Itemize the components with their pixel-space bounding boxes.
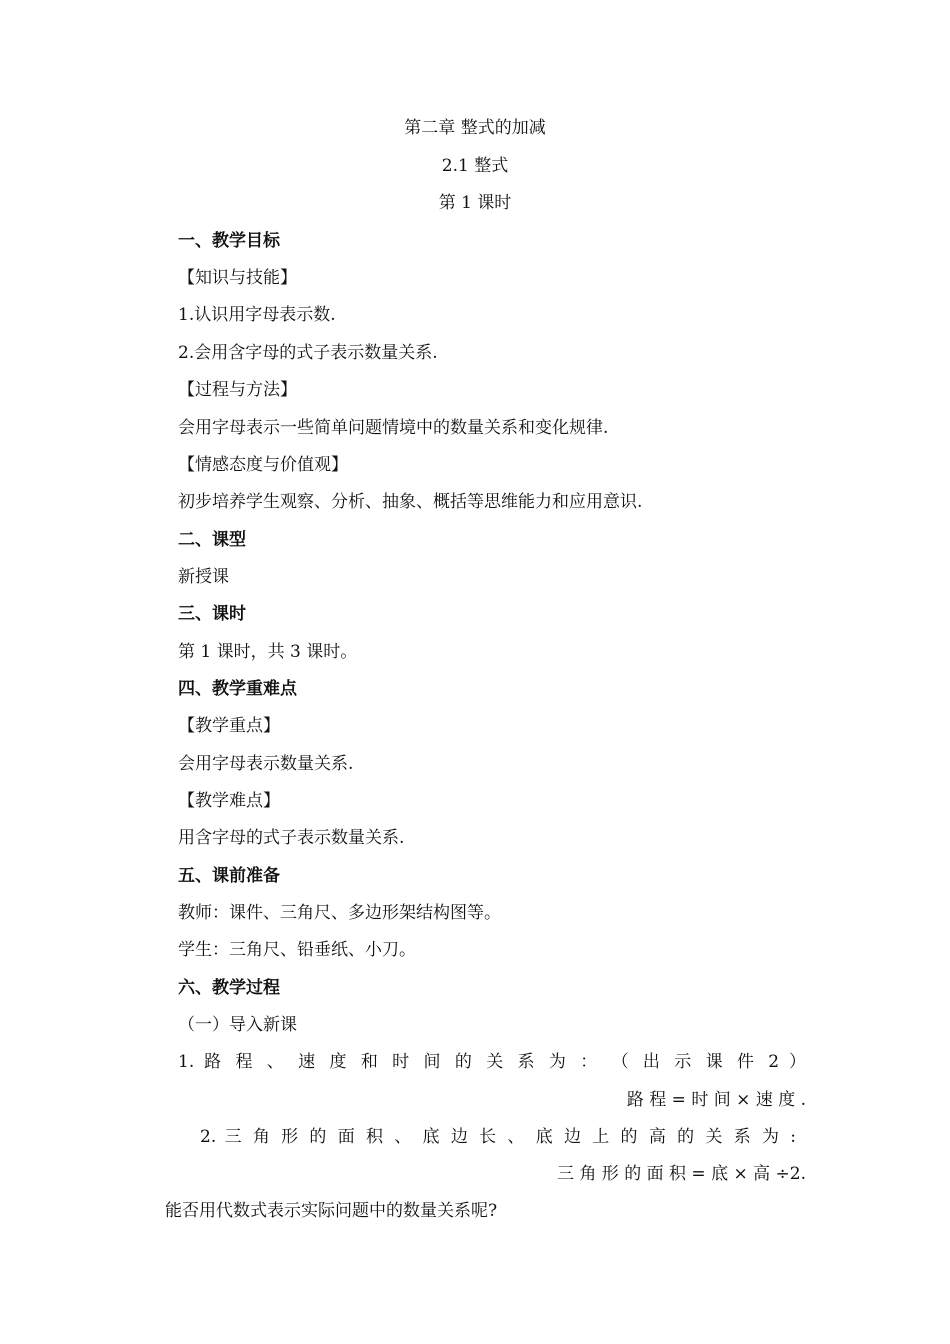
subheading-process-method: 【过程与方法】: [178, 380, 297, 400]
heading-lesson-hours: 三、课时: [178, 604, 246, 624]
difficult-point-text: 用含字母的式子表示数量关系.: [178, 828, 405, 848]
process-line-2: 路 程 = 时 间 × 速 度 .: [626, 1090, 806, 1110]
process-line-1: 1. 路 程 、 速 度 和 时 间 的 关 系 为 ： （ 出 示 课 件 2 ）: [178, 1052, 806, 1072]
goal-item-1: 1.认识用字母表示数.: [178, 305, 336, 325]
subheading-difficult-point: 【教学难点】: [178, 791, 280, 811]
heading-key-difficult-points: 四、教学重难点: [178, 679, 297, 699]
goal-item-2: 2.会用含字母的式子表示数量关系.: [178, 343, 438, 363]
lesson-title: 第 1 课时: [438, 193, 512, 213]
goal-item-3: 会用字母表示一些简单问题情境中的数量关系和变化规律.: [178, 418, 609, 438]
preparation-teacher: 教师：课件、三角尺、多边形架结构图等。: [178, 903, 501, 923]
key-point-text: 会用字母表示数量关系.: [178, 754, 354, 774]
heading-preparation: 五、课前准备: [178, 866, 280, 886]
subheading-attitude-values: 【情感态度与价值观】: [178, 455, 348, 475]
goal-item-4: 初步培养学生观察、分析、抽象、概括等思维能力和应用意识.: [178, 492, 643, 512]
heading-teaching-goals: 一、教学目标: [178, 231, 280, 251]
section-title: 2.1 整式: [441, 156, 509, 176]
lesson-type-text: 新授课: [178, 567, 229, 587]
subheading-key-point: 【教学重点】: [178, 716, 280, 736]
lesson-hours-text: 第 1 课时，共 3 课时。: [178, 642, 358, 662]
heading-teaching-process: 六、教学过程: [178, 978, 280, 998]
subheading-introduction: （一）导入新课: [178, 1015, 297, 1035]
process-line-5: 能否用代数式表示实际问题中的数量关系呢?: [165, 1201, 498, 1221]
process-line-4: 三 角 形 的 面 积 = 底 × 高 ÷2.: [557, 1164, 806, 1184]
chapter-title: 第二章 整式的加减: [404, 118, 546, 138]
process-line-3: 2. 三 角 形 的 面 积 、 底 边 长 、 底 边 上 的 高 的 关 系 为 :: [200, 1127, 796, 1147]
heading-lesson-type: 二、课型: [178, 530, 246, 550]
preparation-student: 学生：三角尺、铅垂纸、小刀。: [178, 940, 416, 960]
subheading-knowledge-skills: 【知识与技能】: [178, 268, 297, 288]
